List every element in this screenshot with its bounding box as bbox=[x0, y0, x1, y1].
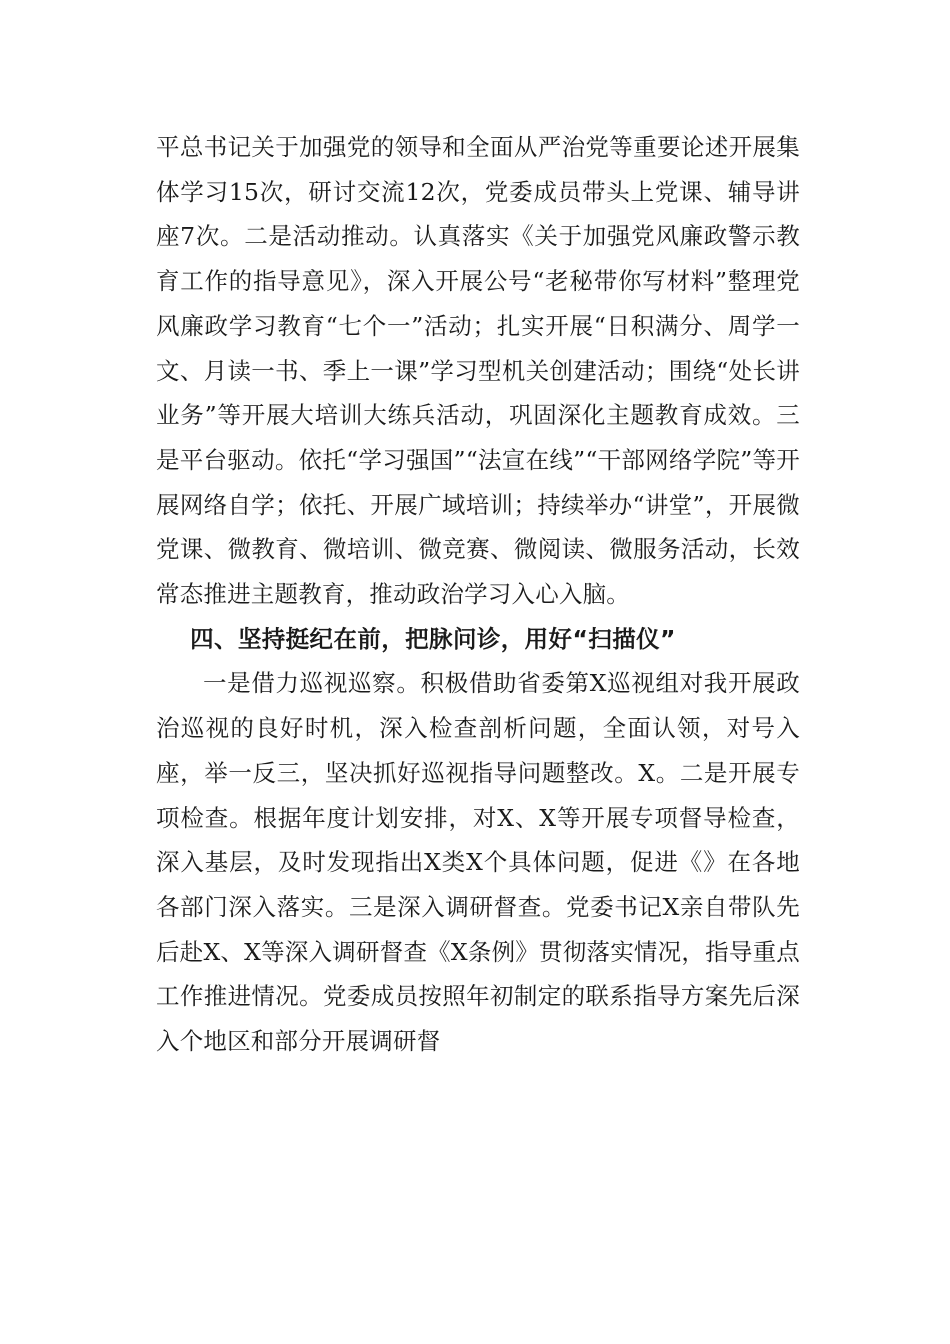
section-heading: 四、坚持挺纪在前，把脉问诊，用好“扫描仪” bbox=[190, 624, 676, 653]
body-paragraph: 一是借力巡视巡察。积极借助省委第X巡视组对我开展政治巡视的良好时机，深入检查剖析问题，全面认领，对号入座，举一反三，坚决抓好巡视指导问题整改。X。二是开展专项检查。根据年度计划安排，对X、X等开展专项督导检查，深入基层，及时发现指出X类X个具体问题，促进《》在各地各部门深入落实。三是深入调研督查。党委书记X亲自带队先后赴X、X等深入调研督查《X条例》贯彻落实情况，指导重点工作推进情况。党委成员按照年初制定的联系指导方案先后深入个地区和部分开展调研督 bbox=[156, 669, 800, 1056]
body-paragraph: 平总书记关于加强党的领导和全面从严治党等重要论述开展集体学习15次，研讨交流12次，党委成员带头上党课、辅导讲座7次。二是活动推动。认真落实《关于加强党风廉政警示教育工作的指导意见》，深入开展公号“老秘带你写材料”整理党风廉政学习教育“七个一”活动；扎实开展“日积满分、周学一文、月读一书、季上一课”学习型机关创建活动；围绕“处长讲业务”等开展大培训大练兵活动，巩固深化主题教育成效。三是平台驱动。依托“学习强国”“法宣在线”“干部网络学院”等开展网络自学；依托、开展广域培训；持续举办“讲堂”，开展微党课、微教育、微培训、微竞赛、微阅读、微服务活动，长效常态推进主题教育，推动政治学习入心入脑。 bbox=[156, 133, 800, 609]
document-page bbox=[156, 125, 800, 1064]
